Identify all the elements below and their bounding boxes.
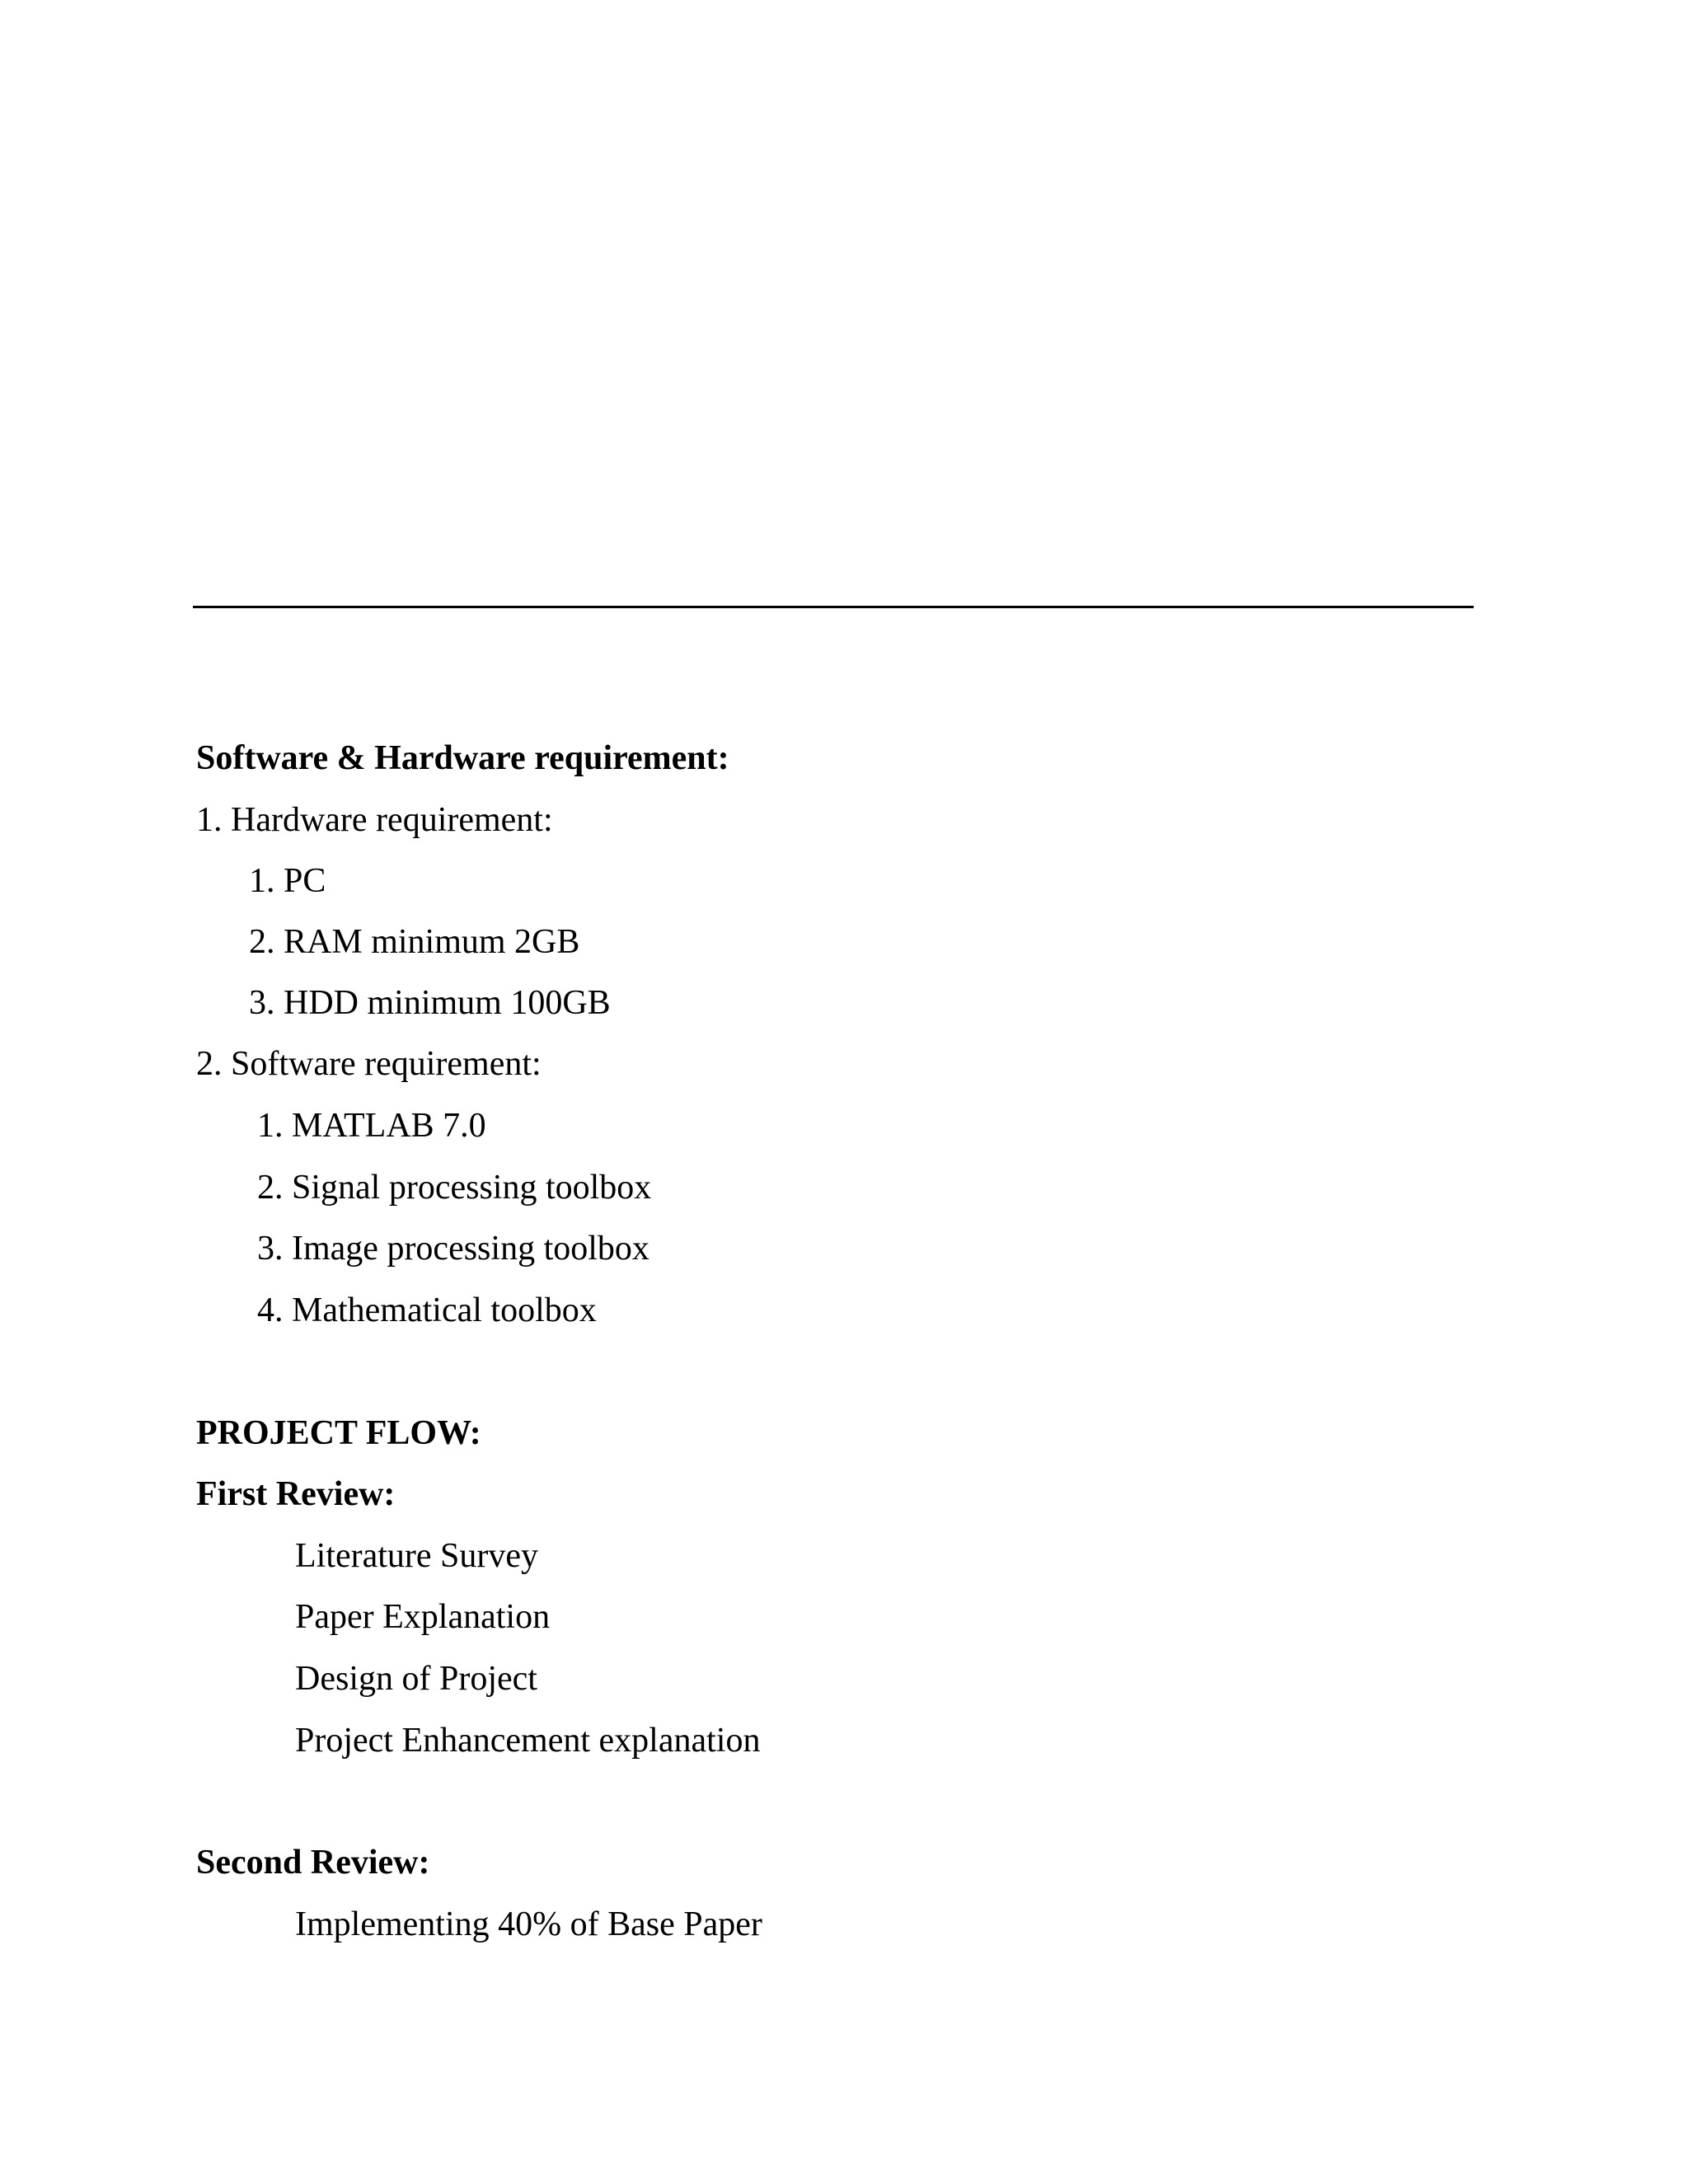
software-requirement-title: 2. Software requirement:	[196, 1045, 542, 1083]
software-item-signal-toolbox: 2. Signal processing toolbox	[257, 1169, 652, 1207]
hardware-requirement-title: 1. Hardware requirement:	[196, 801, 553, 839]
software-item-matlab: 1. MATLAB 7.0	[257, 1107, 486, 1145]
hardware-item-pc: 1. PC	[249, 862, 326, 900]
first-review-item-paper-explanation: Paper Explanation	[295, 1598, 551, 1636]
first-review-item-literature-survey: Literature Survey	[295, 1537, 539, 1575]
requirements-heading: Software & Hardware requirement:	[196, 739, 729, 777]
software-item-image-toolbox: 3. Image processing toolbox	[257, 1230, 649, 1268]
hardware-item-hdd: 3. HDD minimum 100GB	[249, 984, 611, 1022]
second-review-title: Second Review:	[196, 1844, 430, 1882]
second-review-item-implementation: Implementing 40% of Base Paper	[295, 1905, 762, 1943]
first-review-title: First Review:	[196, 1475, 396, 1513]
first-review-item-enhancement: Project Enhancement explanation	[295, 1722, 761, 1760]
hardware-item-ram: 2. RAM minimum 2GB	[249, 923, 580, 961]
project-flow-heading: PROJECT FLOW:	[196, 1414, 481, 1452]
software-item-math-toolbox: 4. Mathematical toolbox	[257, 1291, 597, 1329]
horizontal-divider	[193, 606, 1474, 608]
first-review-item-design: Design of Project	[295, 1660, 537, 1698]
